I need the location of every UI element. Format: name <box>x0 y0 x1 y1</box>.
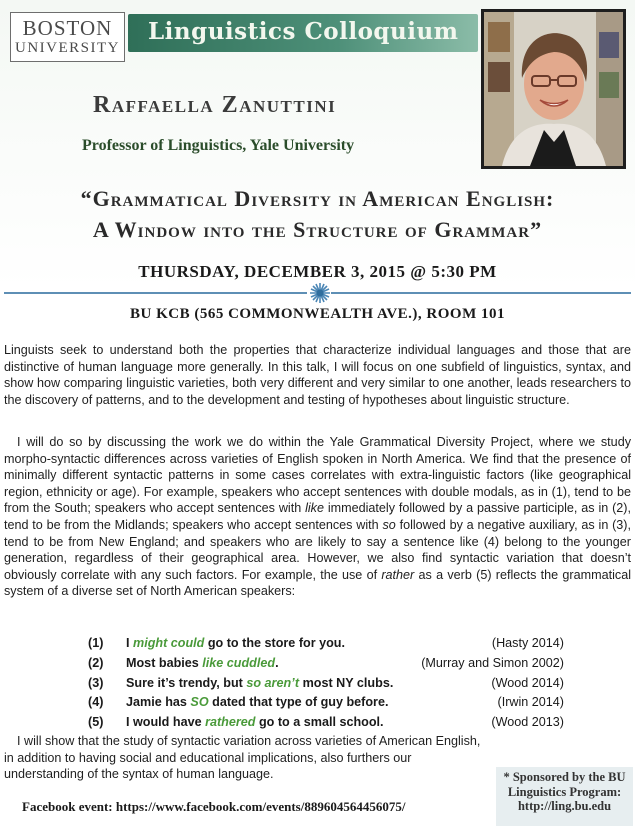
talk-title-line-1: “Grammatical Diversity in American English: <box>80 186 555 211</box>
example-highlight: might could <box>133 636 205 650</box>
speaker-affiliation: Professor of Linguistics, Yale University <box>82 137 355 154</box>
example-sentence <box>126 634 345 654</box>
example-list <box>82 634 572 733</box>
facebook-event-link[interactable]: Facebook event: https://www.facebook.com/events/889604564456075/ <box>22 799 406 814</box>
p2-text-d: as a verb (5) reflects the grammatical system of a diverse set of North American speakers: <box>4 567 631 599</box>
speaker-portrait-image <box>484 12 623 166</box>
sponsor-line-1: * Sponsored by the BU <box>503 770 626 784</box>
example-text: go to the store for you. <box>204 636 345 650</box>
example-sentence <box>126 693 388 713</box>
example-citation: (Hasty 2014) <box>491 636 564 650</box>
p2-text-a: I will do so by discussing the work we do within the Yale Grammatical Diversity Project, where we study morpho-syntactic differences across varieties of English spoken in North America. We find that the presence of minimally different syntactic patterns in some cases correlates with extra-linguistic factors (like geographical region, ethnicity or age). For example, speakers who accept sentences with double modals, as in (1), tend to be from the South; speakers who accept sentences with <box>4 435 631 516</box>
example-highlight: like cuddled <box>202 655 276 670</box>
sponsor-line-2: Linguistics Program: <box>507 784 622 799</box>
example-citation: (Wood 2014) <box>491 675 564 690</box>
example-number: (3) <box>88 675 104 690</box>
logo-line-1: BOSTON <box>22 16 113 40</box>
example-text: Jamie has <box>126 695 191 710</box>
example-text: . <box>275 655 279 670</box>
divider-left <box>4 292 307 294</box>
example-number: (2) <box>88 655 104 670</box>
example-text: dated that type of guy before. <box>208 695 389 710</box>
example-highlight: so aren’t <box>246 675 300 690</box>
example-number: (4) <box>88 695 104 710</box>
colloquium-banner <box>128 14 478 52</box>
abstract-paragraph-3: I will show that the study of syntactic variation across varieties of American English, in addition to having social and educational implications, also furthers our understanding of the syntax of human language. <box>4 734 481 782</box>
p2-italic-like: like <box>305 501 324 516</box>
example-text: I <box>126 636 133 650</box>
boston-university-logo <box>10 12 125 62</box>
speaker-name: Raffaella Zanuttini <box>93 92 337 118</box>
example-text: Sure it’s trendy, but <box>126 675 247 690</box>
abstract-paragraph-1: Linguists seek to understand both the properties that characterize individual languages and those that are distinctive of human language more generally. In this talk, I will focus on one subfield of linguistics, syntax, and show how comparing linguistic varieties, both very different and very similar to one another, leads researchers to the discovery of patterns, and to the development and testing of hypotheses about linguistic structure. <box>4 343 631 407</box>
banner-title: Linguistics Colloquium <box>148 18 459 45</box>
example-text: I would have <box>126 715 206 730</box>
example-sentence <box>126 674 393 694</box>
example-citation: (Wood 2013) <box>491 715 564 730</box>
talk-title <box>0 183 635 245</box>
event-venue: BU KCB (565 COMMONWEALTH AVE.), ROOM 101 <box>129 306 506 322</box>
example-number: (5) <box>88 715 104 730</box>
example-highlight: SO <box>190 695 209 710</box>
speaker-photo <box>481 9 626 169</box>
example-sentence <box>126 713 384 733</box>
sponsor-box <box>496 767 633 826</box>
talk-title-line-2: A Window into the Structure of Grammar” <box>92 217 543 242</box>
example-citation: (Murray and Simon 2002) <box>421 655 564 670</box>
p2-text-b: immediately followed by a passive participle, as in (2), tend to be from the Midlands; speakers who accept sentences with <box>4 501 631 532</box>
example-number: (1) <box>88 636 104 650</box>
example-text: go to a small school. <box>255 715 384 730</box>
starburst-icon <box>309 282 331 304</box>
logo-line-2: UNIVERSITY <box>15 40 120 56</box>
p2-text-c: followed by a negative auxiliary, as in (3), tend to be from New England; and speakers who are likely to say a sentence like (4) belong to the younger generation, regardless of their geographical area. However, we also find syntactic variation that doesn’t obviously correlate with any such factors. For example, the use of <box>4 517 632 582</box>
example-text: Most babies <box>126 655 203 670</box>
example-highlight: rathered <box>205 715 256 730</box>
example-text: most NY clubs. <box>299 675 394 690</box>
example-item <box>82 693 572 713</box>
example-sentence <box>126 654 279 674</box>
abstract-paragraph-2 <box>4 434 631 600</box>
divider-right <box>331 292 631 294</box>
example-item <box>82 654 572 674</box>
p2-italic-rather: rather <box>381 567 415 582</box>
example-citation: (Irwin 2014) <box>497 695 564 710</box>
example-item <box>82 634 572 654</box>
event-date: THURSDAY, DECEMBER 3, 2015 @ 5:30 PM <box>138 262 497 281</box>
sponsor-url[interactable]: http://ling.bu.edu <box>517 799 612 814</box>
p2-italic-so: so <box>382 517 396 532</box>
example-item <box>82 674 572 694</box>
example-item <box>82 713 572 733</box>
